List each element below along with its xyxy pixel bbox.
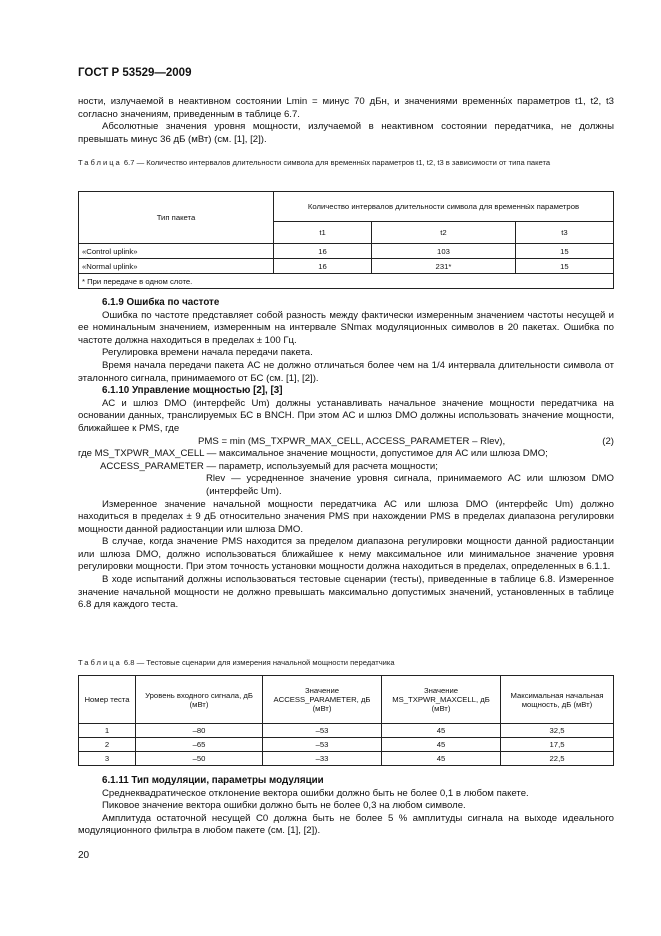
formula-number: (2) [602,435,614,447]
table-cell: –50 [136,752,263,766]
table-cell: 15 [515,244,613,259]
section-6-1-9 [78,297,614,612]
section-6-1-10-paragraph-2: Измеренное значение начальной мощности передатчика АС или шлюза DMO (интерфейс Um) должно находиться в пределах ± 9 дБ относительно значения PMS при нахождении PMS в пределах диапазона регулировки мощности данной радиостанции или шлюза DMO. [78,498,614,535]
table-6-8-header-max-power: Максимальная начальная мощность, дБ (мВт) [501,676,614,724]
table-cell: 22,5 [501,752,614,766]
definition-2: ACCESS_PARAMETER — параметр, используемый для расчета мощности; [100,460,438,472]
table-6-8-header-txpwr-maxcell: Значение MS_TXPWR_MAXCELL, дБ (мВт) [382,676,501,724]
table-cell: 45 [382,738,501,752]
section-6-1-11-heading: 6.1.11 Тип модуляции, параметры модуляции [102,775,324,786]
table-row [79,259,614,274]
section-6-1-10-paragraph-4: В ходе испытаний должны использоваться тестовые сценарии (тесты), приведенные в таблице 6.8. Измеренное значение начальной мощности не должно превышать максимально допустимых значений, установленных в таблице 6.8 для каждого теста. [78,574,614,611]
table-6-8-header-input-level: Уровень входного сигнала, дБ (мВт) [136,676,263,724]
section-6-1-9-paragraph-2: Регулировка времени начала передачи пакета. [102,347,313,359]
table-cell: 2 [79,738,136,752]
intro-text [78,96,614,146]
section-6-1-10-heading: 6.1.10 Управление мощностью [2], [3] [102,385,283,397]
table-cell: 16 [274,259,372,274]
table-row [79,752,614,766]
table-cell: 16 [274,244,372,259]
table-6-7-header-type: Тип пакета [79,192,274,244]
definition-1: где MS_TXPWR_MAX_CELL — максимальное значение мощности, допустимое для АС или шлюза DMO; [78,448,548,460]
table-cell: –33 [263,752,382,766]
table-6-8 [78,675,614,766]
table-cell: 17,5 [501,738,614,752]
table-cell: 231* [372,259,516,274]
intro-paragraph-2: Абсолютные значения уровня мощности, излучаемой в неактивном состоянии передатчика, не должны превышать минус 36 дБ (мВт) (см. [1], [2]). [78,121,614,145]
table-row [79,738,614,752]
section-6-1-11-paragraph-3: Амплитуда остаточной несущей C0 должна быть не более 5 % амплитуды сигнала на выходе идеального модуляционного фильтра в любом пакете (см. [1], [2]). [78,812,614,837]
table-6-7-subheader-t1: t1 [274,222,372,244]
section-6-1-10-paragraph-1: АС и шлюз DMO (интерфейс Um) должны устанавливать начальное значение мощности передатчика на основании данных, транслируемых БС в BNCH. При этом АС и шлюз DMO должны использовать значение мощности, ближайшее к PMS, где [78,397,614,434]
table-6-8-header-access-parameter: Значение ACCESS_PARAMETER, дБ (мВт) [263,676,382,724]
formula-2 [78,436,614,449]
table-6-8-header-test: Номер теста [79,676,136,724]
definition-3: Rlev — усредненное значение уровня сигнала, принимаемого АС или шлюзом DMO (интерфейс Um). [206,473,614,497]
table-cell: –80 [136,724,263,738]
table-cell: –53 [263,724,382,738]
table-cell: –65 [136,738,263,752]
section-6-1-11-paragraph-1: Среднеквадратическое отклонение вектора ошибки должно быть не более 0,1 в любом пакете. [102,787,529,799]
table-cell: 103 [372,244,516,259]
table-cell: –53 [263,738,382,752]
section-6-1-11-paragraph-2: Пиковое значение вектора ошибки должно быть не более 0,3 на любом символе. [102,800,466,812]
table-cell: 45 [382,752,501,766]
table-row [79,724,614,738]
table-cell: 1 [79,724,136,738]
table-row [79,244,614,259]
table-6-7-subheader-t2: t2 [372,222,516,244]
document-header: ГОСТ Р 53529—2009 [78,67,192,79]
section-6-1-10-paragraph-3: В случае, когда значение PMS находится за пределом диапазона регулировки мощности данной радиостанции или шлюза DMO, должно использоваться ближайшее к нему максимальное или минимальное значение уровня регулировки мощности. При этом точность установки мощности должна находиться в пределах, определенных в 6.1.1. [78,536,614,573]
table-cell: 3 [79,752,136,766]
section-6-1-9-heading: 6.1.9 Ошибка по частоте [102,297,220,308]
page-number: 20 [78,850,90,861]
intro-paragraph-1: ности, излучаемой в неактивном состоянии Lmin = минус 70 дБн, и значениями временны́х параметров t1, t2, t3 согласно значениям, приведенным в таблице 6.7. [78,96,614,120]
table-6-8-caption-word: Таблица [78,658,122,667]
table-cell: «Control uplink» [79,244,274,259]
table-cell: «Normal uplink» [79,259,274,274]
table-6-8-caption [78,657,614,668]
table-6-7-subheader-t3: t3 [515,222,613,244]
table-6-7-caption-text: 6.7 — Количество интервалов длительности символа для временны́х параметров t1, t2, t3 в зависимости от типа пакета [123,158,551,167]
table-cell: 32,5 [501,724,614,738]
formula-expression: PMS = min (MS_TXPWR_MAX_CELL, ACCESS_PARAMETER – Rlev), [198,435,506,447]
table-6-7-header-group: Количество интервалов длительности символа для временны́х параметров [274,192,614,222]
section-6-1-9-paragraph-1: Ошибка по частоте представляет собой разность между фактически измеренным значением частоты несущей и ее номинальным значением, измеренным на интервале SNmax модуляционных символов в 20 пакетах. Ошибка по частоте должна находиться в пределах ± 100 Гц. [78,309,614,346]
table-6-7-footnote: * При передаче в одном слоте. [79,274,614,289]
table-6-7-caption [78,157,614,168]
section-6-1-11 [78,775,614,838]
table-6-7 [78,191,614,289]
table-6-8-caption-text: 6.8 — Тестовые сценарии для измерения начальной мощности передатчика [123,658,395,667]
table-cell: 45 [382,724,501,738]
section-6-1-9-paragraph-3: Время начала передачи пакета АС не должно отличаться более чем на 1/4 интервала длительности символа от эталонного сигнала, принимаемого от БС (см. [1], [2]). [78,359,614,384]
table-cell: 15 [515,259,613,274]
table-6-7-caption-word: Таблица [78,158,122,167]
